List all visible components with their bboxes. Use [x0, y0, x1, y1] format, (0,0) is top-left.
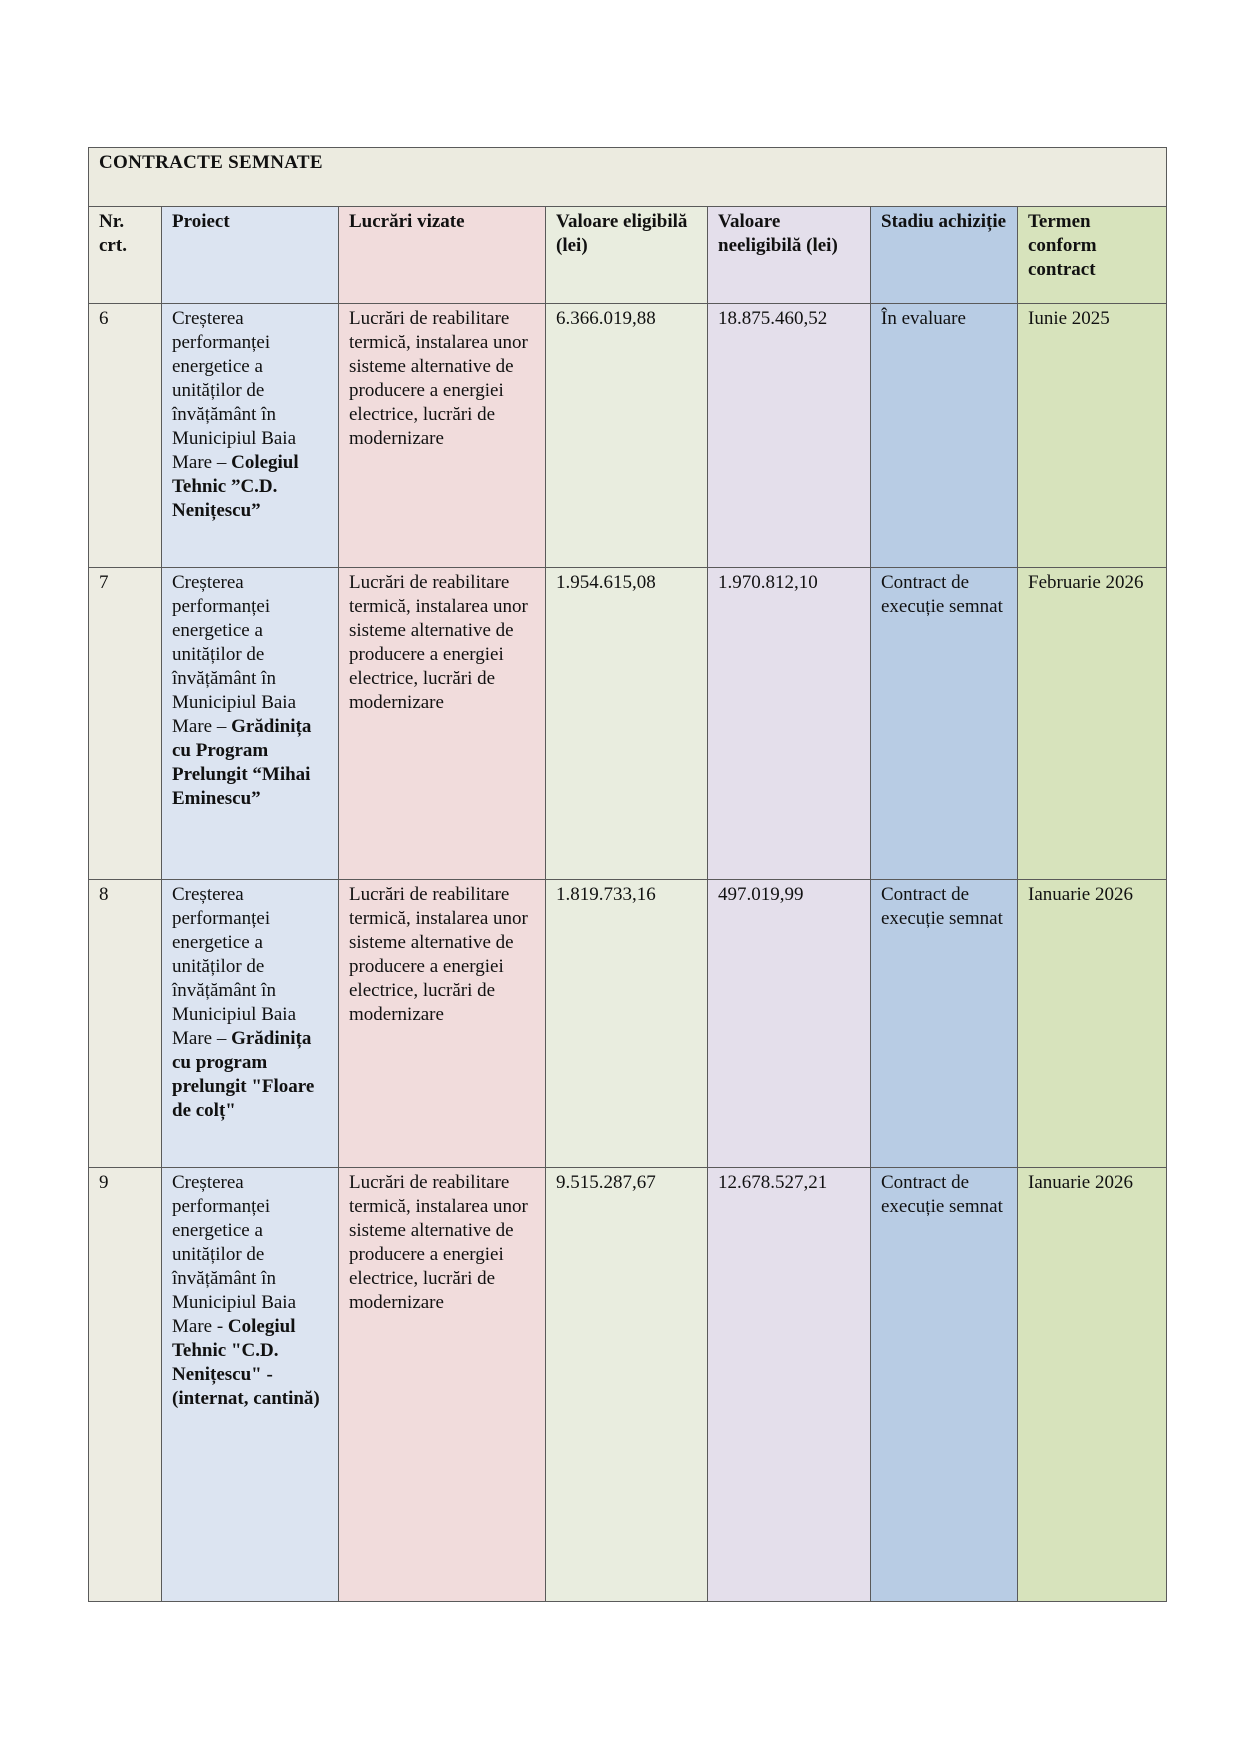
cell-deadline: Iunie 2025	[1018, 304, 1167, 568]
project-description: Creșterea performanței energetice a unităților de învățământ în Municipiul Baia Mare -	[172, 1172, 297, 1337]
project-institution: Grădinița cu program prelungit "Floare de colț"	[172, 1028, 315, 1121]
cell-eligible-value: 6.366.019,88	[546, 304, 708, 568]
project-institution: Grădinița cu Program Prelungit “Mihai Eminescu”	[172, 716, 312, 809]
cell-works: Lucrări de reabilitare termică, instalarea unor sisteme alternative de producere a energiei electrice, lucrări de modernizare	[339, 1168, 546, 1602]
table-row	[89, 880, 1167, 1168]
cell-nr: 6	[89, 304, 162, 568]
table-row	[89, 1168, 1167, 1602]
header-stadiu-achizitie: Stadiu achiziție	[871, 207, 1018, 304]
cell-eligible-value: 1.819.733,16	[546, 880, 708, 1168]
cell-project	[162, 304, 339, 568]
cell-works: Lucrări de reabilitare termică, instalarea unor sisteme alternative de producere a energiei electrice, lucrări de modernizare	[339, 304, 546, 568]
cell-project	[162, 880, 339, 1168]
table-row	[89, 568, 1167, 880]
cell-project	[162, 1168, 339, 1602]
cell-ineligible-value: 18.875.460,52	[708, 304, 871, 568]
header-nr-crt: Nr. crt.	[89, 207, 162, 304]
header-proiect: Proiect	[162, 207, 339, 304]
cell-works: Lucrări de reabilitare termică, instalarea unor sisteme alternative de producere a energiei electrice, lucrări de modernizare	[339, 568, 546, 880]
cell-nr: 9	[89, 1168, 162, 1602]
cell-eligible-value: 1.954.615,08	[546, 568, 708, 880]
cell-eligible-value: 9.515.287,67	[546, 1168, 708, 1602]
cell-deadline: Ianuarie 2026	[1018, 1168, 1167, 1602]
header-valoare-eligibila: Valoare eligibilă (lei)	[546, 207, 708, 304]
cell-procurement-stage: Contract de execuție semnat	[871, 1168, 1018, 1602]
table-title: CONTRACTE SEMNATE	[89, 148, 1167, 207]
project-description: Creșterea performanței energetice a unităților de învățământ în Municipiul Baia Mare –	[172, 308, 297, 473]
cell-works: Lucrări de reabilitare termică, instalarea unor sisteme alternative de producere a energiei electrice, lucrări de modernizare	[339, 880, 546, 1168]
cell-project	[162, 568, 339, 880]
cell-ineligible-value: 12.678.527,21	[708, 1168, 871, 1602]
header-valoare-neeligibila: Valoare neeligibilă (lei)	[708, 207, 871, 304]
signed-contracts-table	[88, 147, 1167, 1602]
cell-procurement-stage: Contract de execuție semnat	[871, 880, 1018, 1168]
cell-deadline: Februarie 2026	[1018, 568, 1167, 880]
table-row	[89, 304, 1167, 568]
cell-deadline: Ianuarie 2026	[1018, 880, 1167, 1168]
project-description: Creșterea performanței energetice a unităților de învățământ în Municipiul Baia Mare –	[172, 884, 297, 1049]
cell-procurement-stage: În evaluare	[871, 304, 1018, 568]
project-institution: Colegiul Tehnic "C.D. Nenițescu" - (internat, cantină)	[172, 1316, 320, 1409]
cell-ineligible-value: 497.019,99	[708, 880, 871, 1168]
header-lucrari-vizate: Lucrări vizate	[339, 207, 546, 304]
project-institution: Colegiul Tehnic ”C.D. Nenițescu”	[172, 452, 299, 521]
project-description: Creșterea performanței energetice a unităților de învățământ în Municipiul Baia Mare –	[172, 572, 297, 737]
header-termen-contract: Termen conform contract	[1018, 207, 1167, 304]
cell-nr: 7	[89, 568, 162, 880]
cell-procurement-stage: Contract de execuție semnat	[871, 568, 1018, 880]
cell-ineligible-value: 1.970.812,10	[708, 568, 871, 880]
cell-nr: 8	[89, 880, 162, 1168]
table-header-row	[89, 207, 1167, 304]
